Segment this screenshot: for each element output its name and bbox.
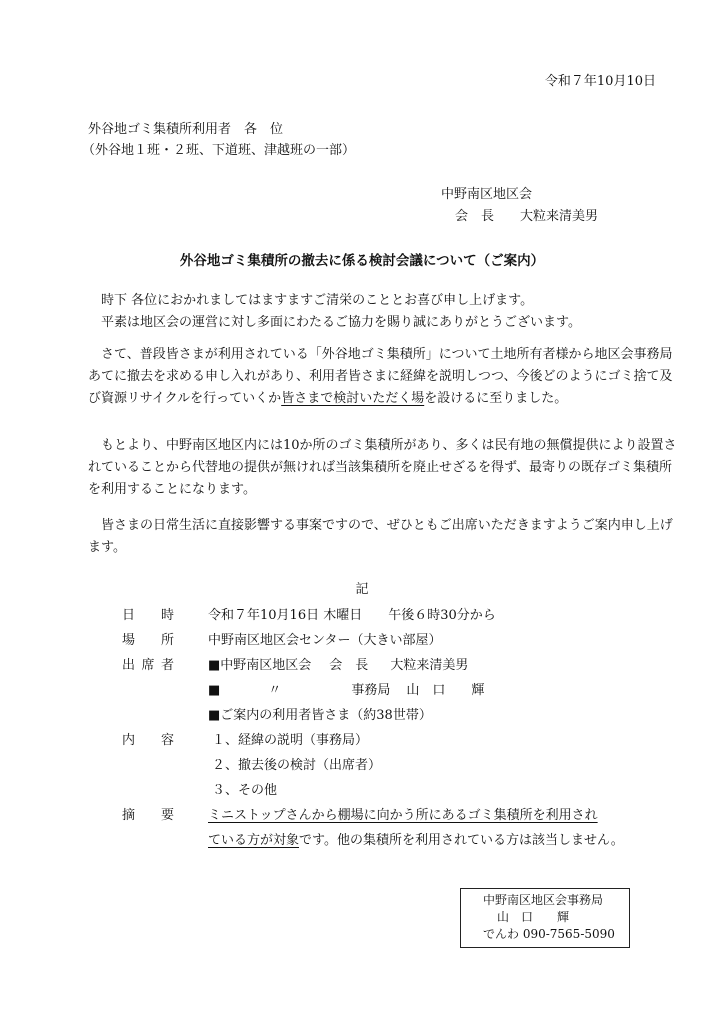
addressee-line: 外谷地ゴミ集積所利用者 各 位 xyxy=(88,122,284,137)
summary-rest: です。他の集積所を利用されている方は該当しません。 xyxy=(299,833,624,848)
request-paragraph xyxy=(88,515,678,559)
situation-text: もとより、中野南区地区内には10か所のゴミ集積所があり、多くは民有地の無償提供により設置されていることから代替地の提供が無ければ当該集積所を廃止せざるを得ず、最寄りの既存ゴミ集積所を利用することになります。 xyxy=(88,438,677,497)
attendee-3: ■ご案内の利用者皆さま（約38世帯） xyxy=(208,708,432,723)
greeting-paragraph xyxy=(88,290,678,334)
attendee-2-name: 山 口 輝 xyxy=(406,683,485,698)
ki-heading: 記 xyxy=(355,582,369,597)
greeting-line-1: 時下 各位におかれましてはますますご清栄のこととお喜び申し上げます。 xyxy=(101,293,534,308)
attendee-2-mark: ■ xyxy=(208,683,221,698)
meeting-date: 令和７年10月16日 木曜日 xyxy=(208,608,363,623)
contact-phone: でんわ 090-7565-5090 xyxy=(483,927,615,941)
attendee-2-dept: 事務局 xyxy=(351,683,391,698)
summary-underlined: ている方が対象 xyxy=(208,833,300,848)
content-item-3: ３、その他 xyxy=(212,783,278,798)
attendee-2 xyxy=(208,679,484,698)
situation-paragraph xyxy=(88,435,678,501)
document-title: 外谷地ゴミ集積所の撤去に係る検討会議について（ご案内） xyxy=(179,253,545,269)
attendees-label: 出席者 xyxy=(122,658,174,673)
attendee-1-org: ■中野南区地区会 xyxy=(208,658,312,673)
document-date: 令和７年10月10日 xyxy=(544,74,656,89)
sender-chair xyxy=(455,205,598,224)
background-underlined: 皆さまで検討いただく場 xyxy=(281,391,425,406)
background-paragraph xyxy=(88,344,678,410)
request-text: 皆さまの日常生活に直接影響する事案ですので、ぜひともご出席いただきますようご案内申し上げます。 xyxy=(88,518,673,555)
content-item-2: ２、撤去後の検討（出席者） xyxy=(212,758,382,773)
contact-office: 中野南区地区会事務局 xyxy=(483,893,604,907)
summary-line-1: ミニストップさんから棚場に向かう所にあるゴミ集積所を利用され xyxy=(208,808,598,823)
attendee-2-ditto: 〃 xyxy=(268,683,282,698)
attendee-1-title: 会 長 xyxy=(329,658,369,673)
greeting-line-2: 平素は地区会の運営に対し多面にわたるご協力を賜り誠にありがとうございます。 xyxy=(101,315,581,330)
datetime-label: 日時 xyxy=(122,608,174,623)
sender-title: 会 長 xyxy=(455,209,495,224)
meeting-time: 午後６時30分から xyxy=(388,608,496,623)
datetime-value xyxy=(208,604,496,623)
attendee-1-name: 大粒来清美男 xyxy=(390,658,469,673)
place-value: 中野南区地区会センター（大きい部屋） xyxy=(208,633,442,648)
background-text: さて、普段皆さまが利用されている「外谷地ゴミ集積所」について土地所有者様から地区会事務局あてに撤去を求める申し入れがあり、利用者皆さまに経緯を説明しつつ、今後どのようにゴミ捨て及び資源リサイクルを行っていくか xyxy=(88,347,673,406)
contact-box xyxy=(460,888,630,948)
place-label: 場所 xyxy=(122,633,174,648)
content-label: 内容 xyxy=(122,733,174,748)
content-item-1: １、経緯の説明（事務局） xyxy=(212,733,369,748)
sender-organization: 中野南区地区会 xyxy=(441,187,533,202)
summary-label: 摘要 xyxy=(122,808,174,823)
summary-line-2 xyxy=(208,829,624,848)
background-text-end: を設けるに至りました。 xyxy=(424,391,568,406)
sender-name: 大粒来清美男 xyxy=(520,209,599,224)
addressee-groups: （外谷地１班・２班、下道班、津越班の一部） xyxy=(82,143,356,158)
attendee-1 xyxy=(208,654,468,673)
contact-name: 山 口 輝 xyxy=(497,910,570,924)
